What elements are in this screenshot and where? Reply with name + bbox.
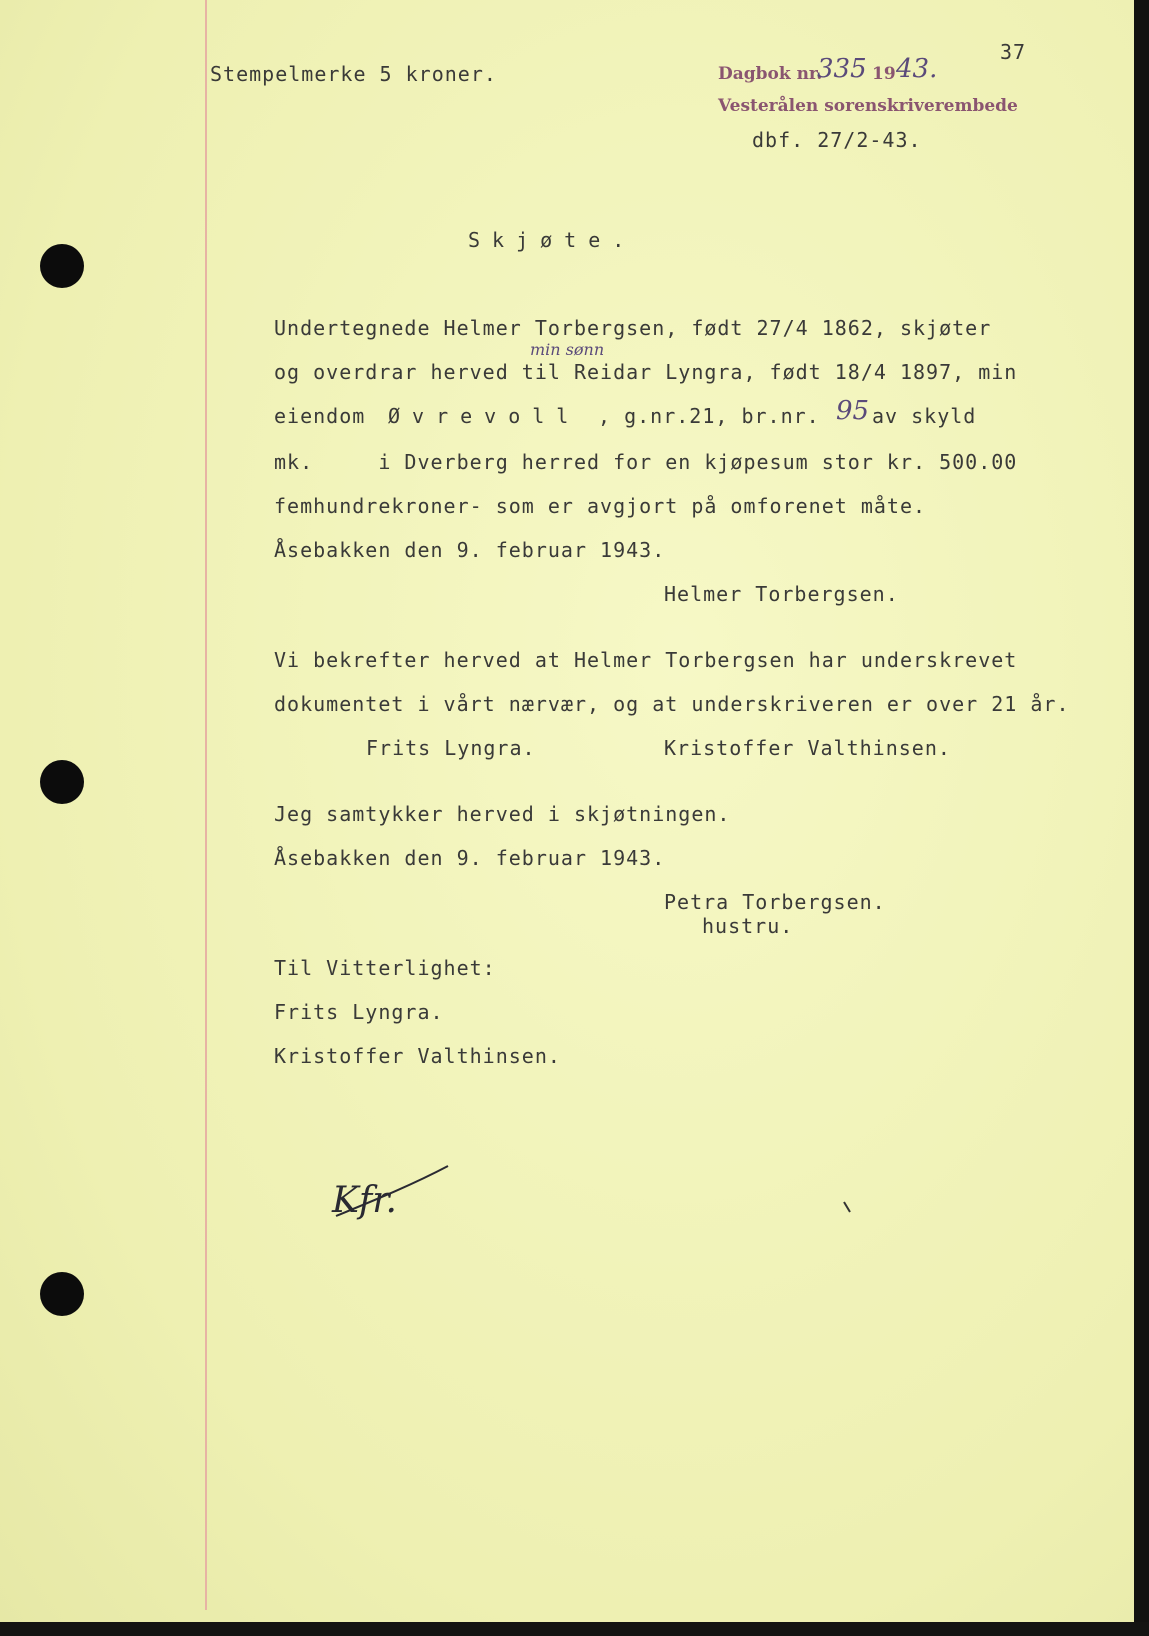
body-signatory: Helmer Torbergsen.: [664, 582, 899, 606]
witness-2: Kristoffer Valthinsen.: [664, 736, 951, 760]
witness-line-2: dokumentet i vårt nærvær, og at underskriveren er over 21 år.: [274, 692, 1070, 716]
property-name: Øvrevoll: [388, 404, 581, 428]
initials: Kfr.: [332, 1180, 397, 1221]
attestation-heading: Til Vitterlighet:: [274, 956, 496, 980]
body-line-2: og overdrar herved til Reidar Lyngra, født 18/4 1897, min: [274, 360, 1018, 384]
consent-place-date: Åsebakken den 9. februar 1943.: [274, 846, 666, 870]
body-line-3-post: , g.nr.21, br.nr.: [598, 404, 820, 428]
punch-hole: [40, 244, 84, 288]
consent-name: Petra Torbergsen.: [664, 890, 886, 914]
witness-line-1: Vi bekrefter herved at Helmer Torbergsen har underskrevet: [274, 648, 1018, 672]
dbf-note: dbf. 27/2-43.: [752, 128, 922, 152]
body-line-1: Undertegnede Helmer Torbergsen, født 27/4 1862, skjøter: [274, 316, 992, 340]
margin-line: [205, 0, 207, 1610]
handwritten-insert: min sønn: [530, 340, 605, 359]
witness-1: Frits Lyngra.: [366, 736, 536, 760]
dagbok-year-prefix: 19: [872, 64, 896, 84]
handwritten-brnr: 95: [836, 396, 870, 426]
stamp-duty-note: Stempelmerke 5 kroner.: [210, 62, 497, 86]
body-line-5: femhundrekroner- som er avgjort på omforenet måte.: [274, 494, 927, 518]
dagbok-label: Dagbok nr.: [718, 64, 823, 84]
attestation-witness-2: Kristoffer Valthinsen.: [274, 1044, 561, 1068]
body-line-3-pre: eiendom: [274, 404, 366, 428]
initials-underline: [330, 1150, 460, 1230]
ink-mark: [842, 1200, 854, 1216]
document-title: Skjøte.: [468, 228, 637, 252]
punch-hole: [40, 1272, 84, 1316]
scan-edge-right: [1134, 0, 1149, 1636]
office-stamp: Vesterålen sorenskriverembede: [718, 96, 1018, 116]
punch-hole: [40, 760, 84, 804]
body-line-4: mk. i Dverberg herred for en kjøpesum stor kr. 500.00: [274, 450, 1018, 474]
body-place-date: Åsebakken den 9. februar 1943.: [274, 538, 666, 562]
scan-edge-bottom: [0, 1622, 1149, 1636]
dagbok-year: 43.: [896, 54, 938, 84]
consent-line: Jeg samtykker herved i skjøtningen.: [274, 802, 731, 826]
consent-role: hustru.: [702, 914, 794, 938]
dagbok-number: 335: [817, 54, 867, 84]
body-line-3-end: av skyld: [872, 404, 977, 428]
attestation-witness-1: Frits Lyngra.: [274, 1000, 444, 1024]
page-number: 37: [1000, 40, 1027, 64]
